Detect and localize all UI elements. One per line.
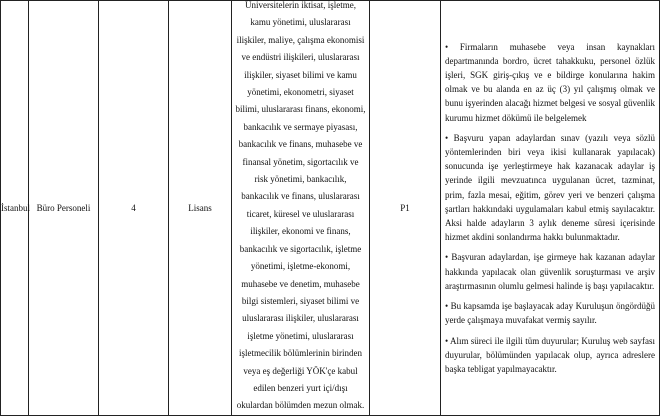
quantity-cell xyxy=(99,1,169,416)
city-text: İstanbul xyxy=(1,202,30,213)
table-row xyxy=(1,1,660,416)
position-cell xyxy=(29,1,99,416)
fields-text: Üniversitelerin iktisat, işletme, kamu yönetimi, uluslararası ilişkiler, maliye, çalışma ekonomisi ve endüstri ilişkileri, uluslararası ilişkiler, siyaset bilimi ve kamu yönetimi, ekonometri, siyaset bilimi, uluslararası finans, ekonomi, bankacılık ve sermaye piyasası, bankacılık ve finans, muhasebe ve finansal yönetim, sigortacılık ve risk yönetimi, bankacılık, bankacılık ve finans, uluslararası ticaret, küresel ve uluslararası ilişkiler, ekonomi ve finans, bankacılık ve sigortacılık, işletme yönetimi, işletme-ekonomi, muhasebe ve denetim, muhasebe bilgi sistemleri, siyaset bilimi ve uluslararası ilişkiler, uluslararası işletme yönetimi, uluslararası işletmecilik bölümlerinin birinden veya eş değerliği YÖK'çe kabul edilen benzeri yurt içi/dışı okulardan bölümden mezun olmak. xyxy=(235,0,366,411)
notes-list xyxy=(441,40,659,376)
note-paragraph: • Alım süreci ile ilgili tüm duyurular; Kuruluş web sayfası duyurular, bölümünden yapılacak olup, ayrıca adreslere başka tebligat yapılmayacaktır. xyxy=(445,335,655,374)
position-text: Büro Personeli xyxy=(36,202,91,213)
education-cell xyxy=(169,1,232,416)
quantity-text: 4 xyxy=(131,202,136,213)
note-paragraph: • Başvuru yapan adaylardan sınav (yazılı veya sözlü yöntemlerinden biri veya ikisi kullanarak yapılacak) sonucunda işe yerleştirmeye hak kazanacak adaylar iş yerinde ilgili mevzuatınca uygulanan ücret, tazminat, prim, fazla mesai, eğitim, görev yeri ve benzeri çalışma şartları hakkındaki uygulamaları kabul etmiş sayılacaktır. Aksi halde adayların 3 aylık deneme süresi içerisinde hizmet akdini sonlandırma hakkı bulunmaktadır. xyxy=(445,132,655,243)
code-cell xyxy=(370,1,441,416)
education-text: Lisans xyxy=(188,202,212,213)
note-paragraph: • Bu kapsamda işe başlayacak aday Kuruluşun öngördüğü yerde çalışmaya muvafakat vermiş sayılır. xyxy=(445,301,655,326)
fields-cell xyxy=(232,1,370,416)
note-paragraph: • Başvuran adaylardan, işe girmeye hak kazanan adaylar hakkında yapılacak olan güvenlik soruşturması ve arşiv araştırmasının olumlu gelmesi halinde iş başı yapılacaktır. xyxy=(445,252,655,291)
note-paragraph: • Firmaların muhasebe veya insan kaynakları departmanında bordro, ücret tahakkuku, personel özlük işleri, SGK giriş-çıkış ve e bildirge konularına hakim olmak ve bu alanda en az üç (3) yıl çalışmış olmak ve bunu işyerinden alacağı hizmet belgesi ve sosyal güvenlik kurumu hizmet dökümü ile belgelemek xyxy=(445,41,655,123)
code-text: P1 xyxy=(400,202,410,213)
city-cell xyxy=(1,1,29,416)
notes-cell xyxy=(441,1,660,416)
